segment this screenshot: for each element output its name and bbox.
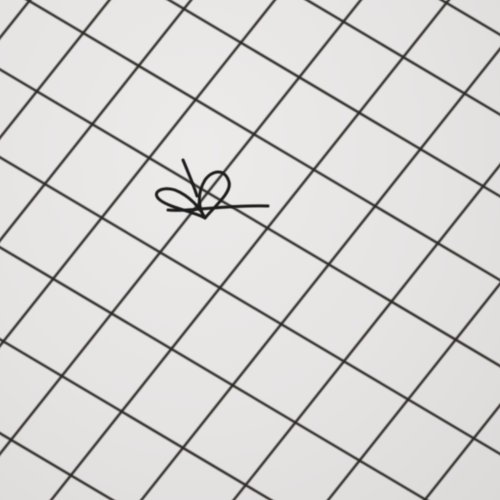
handwritten-infinity-mark bbox=[156, 160, 268, 218]
ink-loop-right bbox=[199, 172, 229, 218]
grid-line-falling bbox=[0, 0, 500, 27]
ink-tail-stroke bbox=[168, 206, 268, 210]
grid-line-rising bbox=[237, 0, 500, 500]
grid-line-falling bbox=[0, 0, 500, 125]
grid-line-falling bbox=[0, 137, 500, 500]
grid-line-falling bbox=[0, 65, 500, 500]
grid-line-falling bbox=[0, 212, 500, 500]
grid-line-falling bbox=[0, 0, 500, 75]
grid-line-falling bbox=[0, 0, 500, 177]
grid-line-falling bbox=[0, 287, 500, 500]
